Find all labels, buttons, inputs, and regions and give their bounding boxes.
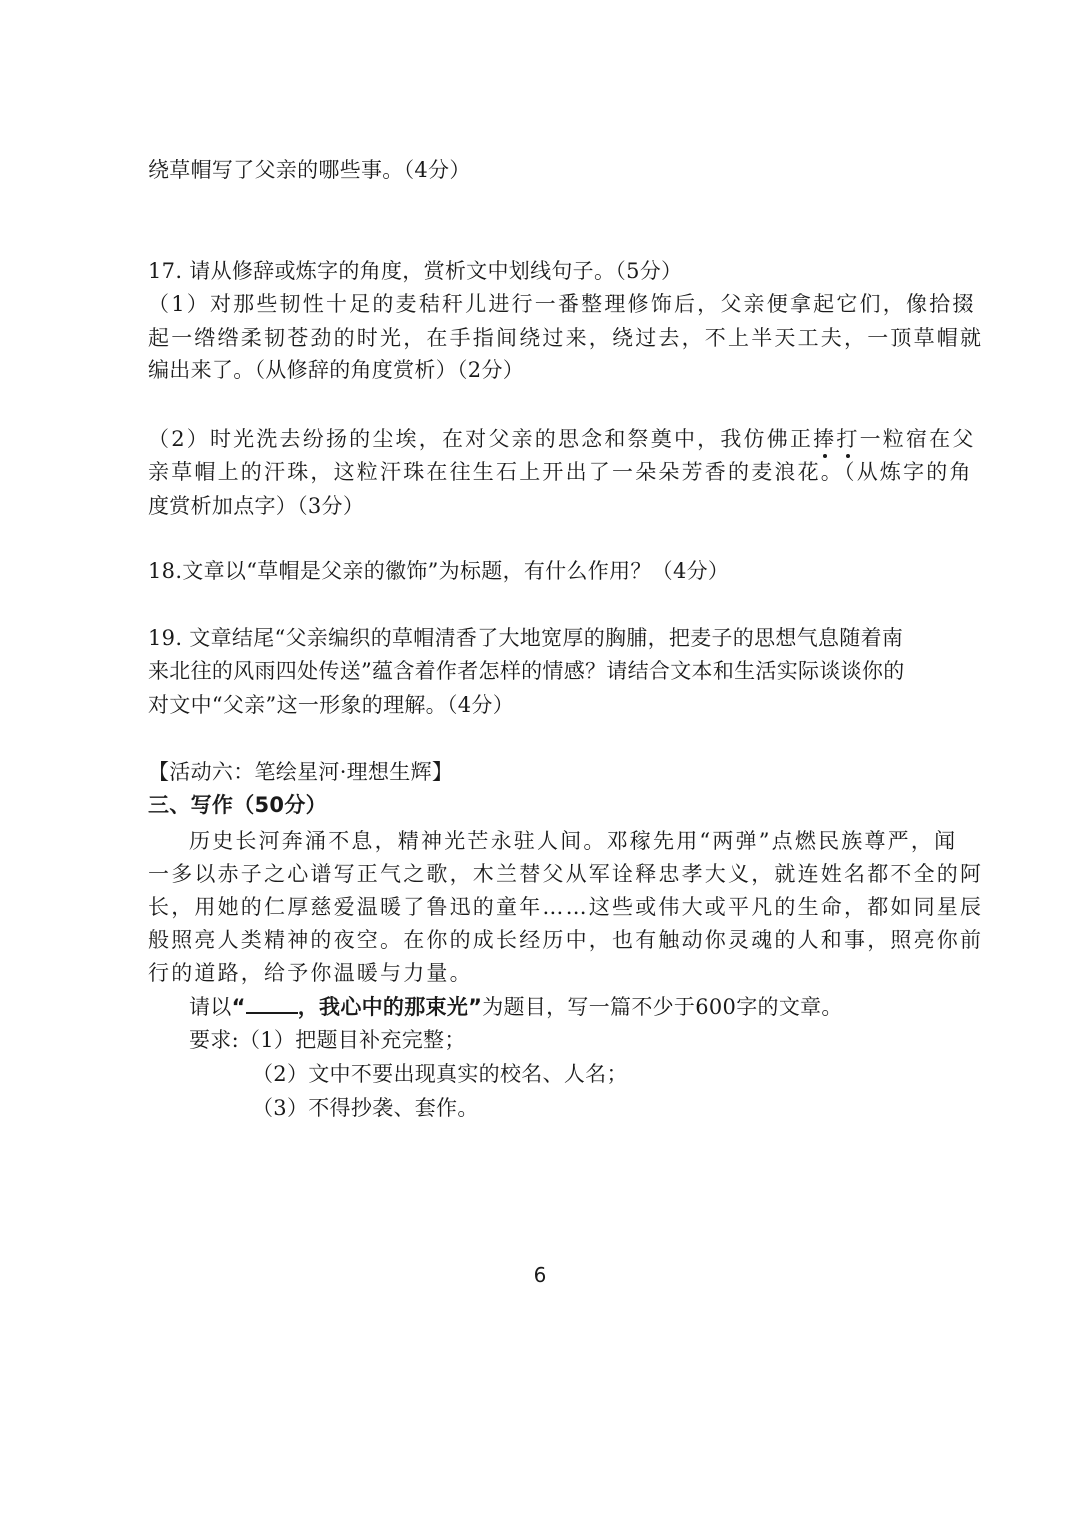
question-17-title: 17. 请从修辞或炼字的角度，赏析文中划线句子。（5分） xyxy=(148,259,683,283)
question-16-tail: 绕草帽写了父亲的哪些事。（4分） xyxy=(148,158,471,182)
writing-paragraph-line2: 一多以赤子之心谱写正气之歌，木兰替父从军诠释忠孝大义，就连姓名都不全的阿 xyxy=(148,862,984,886)
prompt-prefix: 请以 xyxy=(189,995,232,1019)
question-17-part2-line1 xyxy=(148,426,976,452)
writing-requirement-2: （2）文中不要出现真实的校名、人名； xyxy=(252,1062,628,1086)
dotted-char-da: 打 xyxy=(836,427,860,451)
writing-prompt xyxy=(189,994,843,1020)
question-17-part2-line2: 亲草帽上的汗珠，这粒汗珠在往生石上开出了一朵朵芳香的麦浪花。（从炼字的角 xyxy=(148,460,973,484)
question-19-line3: 对文中“父亲”这一形象的理解。（4分） xyxy=(148,693,515,717)
title-blank xyxy=(246,994,298,1014)
writing-paragraph-line5: 行的道路，给予你温暖与力量。 xyxy=(148,961,473,985)
question-19-line1: 19. 文章结尾“父亲编织的草帽清香了大地宽厚的胸脯，把麦子的思想气息随着南 xyxy=(148,626,904,650)
question-17-part1-line1: （1）对那些韧性十足的麦秸秆儿进行一番整理修饰后，父亲便拿起它们，像拾掇 xyxy=(148,292,976,316)
prompt-suffix: 为题目，写一篇不少于600字的文章。 xyxy=(482,995,843,1019)
writing-paragraph-line1: 历史长河奔涌不息，精神光芒永驻人间。邓稼先用“两弹”点燃民族尊严，闻 xyxy=(189,829,958,853)
question-17-part1-line3: 编出来了。（从修辞的角度赏析）（2分） xyxy=(148,358,525,382)
dotted-char-peng: 捧 xyxy=(813,427,837,451)
writing-requirement-3: （3）不得抄袭、套作。 xyxy=(252,1096,479,1120)
writing-paragraph-line3: 长，用她的仁厚慈爱温暖了鲁迅的童年……这些或伟大或平凡的生命，都如同星辰 xyxy=(148,895,984,919)
writing-paragraph-line4: 般照亮人类精神的夜空。在你的成长经历中，也有触动你灵魂的人和事，照亮你前 xyxy=(148,928,984,952)
question-17-part2-line3: 度赏析加点字）（3分） xyxy=(148,494,365,518)
question-17-part1-line2: 起一绺绺柔韧苍劲的时光，在手指间绕过来，绕过去，不上半天工夫，一顶草帽就 xyxy=(148,326,984,350)
writing-heading: 三、写作（50分） xyxy=(148,793,327,817)
writing-requirement-1: 要求:（1）把题目补充完整； xyxy=(189,1028,466,1052)
activity-title: 【活动六：笔绘星河·理想生辉】 xyxy=(148,760,454,784)
q17-part2-text-b: 一粒宿在父 xyxy=(859,427,976,451)
question-18: 18.文章以“草帽是父亲的徽饰”为标题，有什么作用？（4分） xyxy=(148,559,730,583)
prompt-title xyxy=(232,995,483,1019)
q17-part2-text-a: （2）时光洗去纷扬的尘埃，在对父亲的思念和祭奠中，我仿佛正 xyxy=(148,427,814,451)
prompt-title-rest: ，我心中的那束光” xyxy=(297,995,483,1019)
page-number: 6 xyxy=(533,1263,547,1287)
question-19-line2: 来北往的风雨四处传送”蕴含着作者怎样的情感？请结合文本和生活实际谈谈你的 xyxy=(148,659,905,683)
prompt-title-open-quote: “ xyxy=(231,995,246,1019)
